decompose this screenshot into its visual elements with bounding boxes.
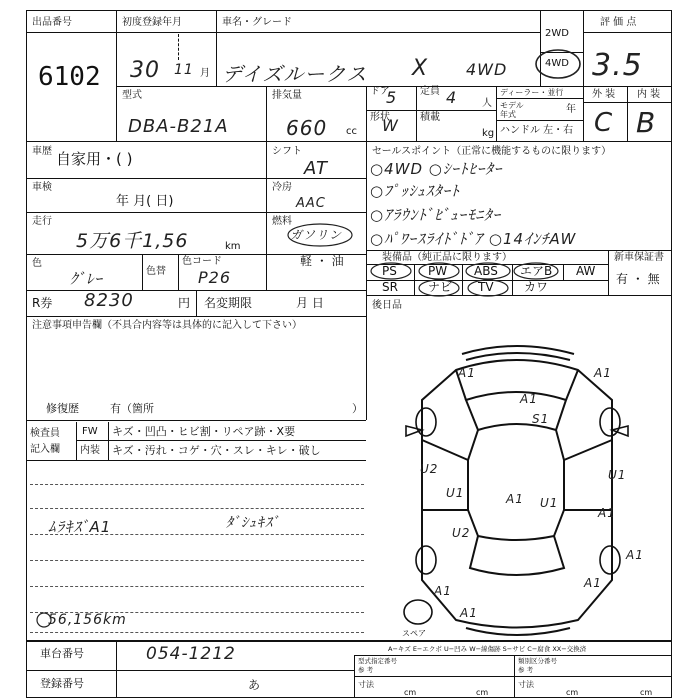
chassis-label: 車台番号	[40, 647, 84, 660]
eq-airbag: エアB	[520, 264, 553, 278]
mileage-unit: km	[225, 241, 241, 252]
type-value: DBA-B21A	[128, 116, 229, 137]
equipment-circles	[366, 262, 616, 298]
score: 3.5	[592, 48, 643, 83]
sales-item-1: ○4WD ○ｼｰﾄﾋｰﾀｰ	[370, 160, 503, 178]
score-label: 評 価 点	[600, 17, 637, 28]
damage-mark-1: A1	[458, 366, 476, 380]
name-change-label: 名変期限	[204, 296, 253, 310]
reg-year: 30	[130, 58, 160, 83]
notes-label: 注意事項申告欄（不具合内容等は具体的に記入して下さい）	[32, 320, 302, 331]
aircon-label: 冷房	[272, 182, 292, 193]
damage-mark-6: U1	[446, 486, 465, 500]
usage-value: 自家用・( )	[56, 150, 133, 168]
car-diagram	[366, 330, 672, 640]
damage-mark-14: A1	[434, 584, 452, 598]
eq-tv: TV	[478, 280, 494, 294]
warranty-label: 新車保証書	[614, 252, 664, 263]
interior-label: 内 装	[637, 89, 661, 100]
model-year-label: モデル年式	[500, 101, 524, 119]
sales-label: セールスポイント（正常に機能するものに限ります）	[372, 146, 612, 157]
cm-3: cm	[566, 688, 579, 697]
recycle-label: R券	[32, 296, 53, 310]
damage-mark-10: U2	[452, 526, 471, 540]
inspector-note-1: ﾑﾗｷｽﾞA1	[48, 518, 112, 536]
color-code-value: P26	[198, 268, 232, 287]
eq-leather: カワ	[524, 280, 549, 294]
repair-label: 修復歴	[46, 402, 79, 415]
usage-label: 車歴	[32, 146, 52, 157]
mileage-label: 走行	[32, 216, 52, 227]
inspection-label: 車検	[32, 182, 52, 193]
odo-note: 56,156km	[48, 612, 127, 628]
int-label: 内装	[80, 445, 100, 456]
damage-mark-12: A1	[626, 548, 644, 562]
model-label: 車名・グレード	[222, 17, 292, 28]
doors-value: 5	[386, 88, 398, 107]
exterior-label: 外 装	[592, 89, 616, 100]
handle-label: ハンドル 左・右	[500, 125, 574, 136]
displacement-label: 排気量	[272, 90, 302, 101]
load-label: 積載	[420, 112, 440, 123]
sales-item-4: ○ﾊﾟﾜｰｽﾗｲﾄﾞﾄﾞｱ ○14ｲﾝﾁAW	[370, 230, 577, 248]
fuel-value: ガソリン	[290, 228, 343, 242]
color-change-label: 色替	[146, 266, 166, 277]
aircon-value: AAC	[296, 196, 326, 211]
damage-mark-4: S1	[532, 412, 550, 426]
name-change-value: 月 日	[296, 296, 324, 310]
sales-item-3: ○ｱﾗｳﾝﾄﾞﾋﾞｭｰﾓﾆﾀｰ	[370, 206, 502, 224]
size-label-1: 寸法	[358, 680, 374, 689]
inspector-note-2: ﾀﾞｼｭｷｽﾞ	[226, 515, 280, 531]
reg-prefix: あ	[248, 678, 261, 692]
reg-month: 11	[174, 62, 194, 78]
cm-4: cm	[640, 688, 653, 697]
equipment-label: 装備品（純正品に限ります）	[382, 252, 512, 263]
after-label: 後日品	[372, 300, 402, 311]
recycle-unit: 円	[178, 296, 191, 310]
color-code-label: 色コード	[182, 256, 222, 267]
repair-value: 有（箇所	[110, 402, 154, 415]
model-name: デイズルークス	[222, 62, 368, 86]
mileage-value: 5万6千1,56	[76, 230, 189, 252]
sales-item-2: ○ﾌﾟｯｼｭｽﾀｰﾄ	[370, 182, 460, 200]
inspector-label-2: 記入欄	[30, 444, 60, 455]
drive-handwritten: 4WD	[466, 60, 508, 79]
damage-mark-5: U2	[420, 462, 439, 476]
damage-mark-8: U1	[540, 496, 559, 510]
dealer-label: ディーラー・並行	[500, 88, 564, 97]
damage-legend: A−キズ E−エクボ U−凹み W−線傷跡 S−サビ C−腐食 XX−交換済	[388, 645, 587, 653]
type-label: 型式	[122, 90, 142, 101]
interior-grade: B	[636, 106, 657, 139]
capacity-label: 定員	[420, 86, 440, 97]
drive-2wd: 2WD	[545, 28, 569, 39]
fuel-circle	[286, 222, 356, 248]
drive-4wd-circle	[536, 44, 586, 84]
eq-pw: PW	[428, 264, 448, 278]
warranty-value: 有 ・ 無	[616, 272, 660, 286]
lot-label: 出品番号	[32, 17, 72, 28]
damage-mark-13: A1	[584, 576, 602, 590]
color-label: 色	[32, 258, 42, 269]
fuel-alt: 軽 ・ 油	[300, 254, 344, 268]
load-unit: kg	[482, 128, 495, 139]
eq-aw: AW	[576, 264, 596, 278]
eq-abs: ABS	[474, 264, 498, 278]
recycle-value: 8230	[84, 290, 134, 311]
fw-items: キズ・凹凸・ヒビ割・リペア跡・X要	[112, 425, 296, 438]
repair-close: ）	[352, 402, 363, 415]
eq-ps: PS	[382, 264, 397, 278]
eq-sr: SR	[382, 280, 398, 294]
displacement-value: 660	[286, 116, 328, 140]
odo-circle-mark	[36, 612, 52, 628]
shape-value: W	[382, 116, 399, 135]
shift-label: シフト	[272, 146, 302, 157]
chassis-value: 054-1212	[146, 644, 236, 664]
damage-mark-11: A1	[598, 506, 616, 520]
lot-number: 6102	[38, 62, 101, 92]
grade: X	[412, 56, 429, 81]
int-items: キズ・汚れ・コゲ・穴・スレ・キレ・破し	[112, 444, 321, 457]
drive-4wd: 4WD	[545, 58, 569, 69]
shape-label: 形状	[370, 112, 390, 123]
cm-1: cm	[404, 688, 417, 697]
size-label-2: 寸法	[518, 680, 534, 689]
exterior-grade: C	[594, 108, 614, 138]
capacity-unit: 人	[482, 98, 492, 109]
cm-2: cm	[476, 688, 489, 697]
damage-mark-2: A1	[594, 366, 612, 380]
inspection-value: 年 月( 日)	[116, 194, 174, 209]
shift-value: AT	[304, 158, 328, 179]
capacity-value: 4	[446, 88, 458, 107]
model-year-unit: 年	[566, 104, 576, 115]
inspector-label-1: 検査員	[30, 428, 60, 439]
type-designation-label: 型式指定番号 参 考	[358, 657, 397, 674]
color-value: ｸﾞﾚｰ	[70, 270, 104, 288]
doors-label: ドア	[370, 86, 390, 97]
reg-unit: 月	[200, 68, 210, 79]
fw-label: FW	[82, 426, 98, 437]
reg-number-label: 登録番号	[40, 677, 84, 690]
reg-label: 初度登録年月	[122, 17, 182, 28]
eq-navi: ナビ	[428, 280, 453, 294]
damage-mark-3: A1	[520, 392, 538, 406]
spare-label: スペア	[402, 629, 426, 638]
damage-mark-9: U1	[608, 468, 627, 482]
fuel-label: 燃料	[272, 216, 292, 227]
category-label: 類別区分番号 参 考	[518, 657, 557, 674]
displacement-unit: cc	[346, 126, 357, 137]
damage-mark-7: A1	[506, 492, 524, 506]
damage-mark-15: A1	[460, 606, 478, 620]
